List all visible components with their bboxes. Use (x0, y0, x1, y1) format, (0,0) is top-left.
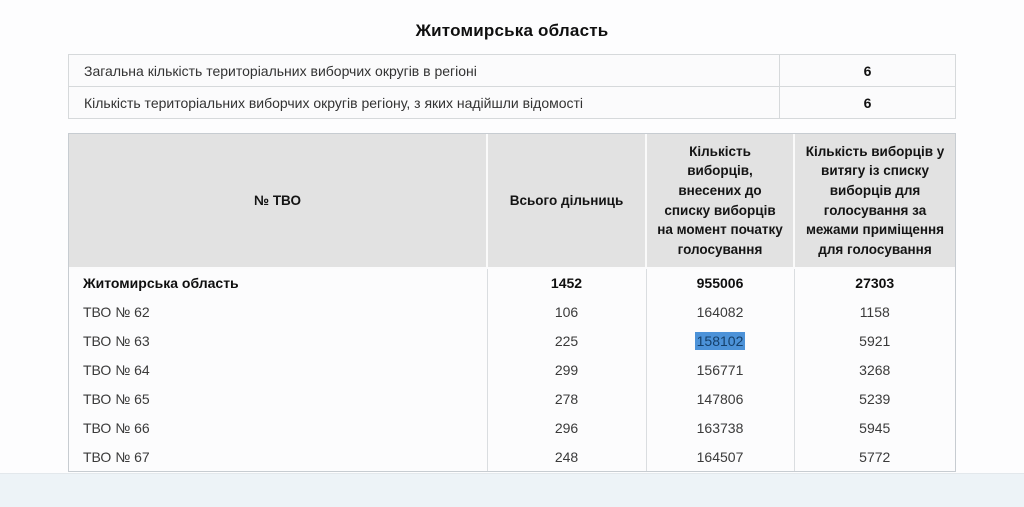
summary-row (69, 87, 956, 119)
cell-stations: 1452 (487, 268, 646, 297)
summary-row (69, 55, 956, 87)
table-row (69, 297, 955, 326)
cell-absentee: 5945 (794, 413, 955, 442)
results-table-container (68, 133, 956, 472)
summary-label: Кількість територіальних виборчих округів регіону, з яких надійшли відомості (69, 87, 780, 119)
cell-voters: 164507 (646, 442, 794, 471)
cell-stations: 225 (487, 326, 646, 355)
cell-tvo: ТВО № 65 (83, 390, 150, 407)
table-row-region-total (69, 268, 955, 297)
cell-absentee: 5921 (794, 326, 955, 355)
summary-value: 6 (780, 55, 956, 87)
column-header-tvo: № ТВО (69, 134, 487, 268)
cell-voters: 156771 (646, 355, 794, 384)
cell-absentee: 3268 (794, 355, 955, 384)
table-row (69, 413, 955, 442)
cell-tvo: ТВО № 62 (83, 303, 150, 320)
cell-absentee: 5772 (794, 442, 955, 471)
cell-tvo: Житомирська область (83, 275, 239, 291)
summary-label: Загальна кількість територіальних виборчих округів в регіоні (69, 55, 780, 87)
cell-tvo: ТВО № 63 (83, 332, 150, 349)
table-row (69, 326, 955, 355)
cell-voters: 955006 (646, 268, 794, 297)
cell-absentee: 27303 (794, 268, 955, 297)
cell-voters (646, 326, 794, 355)
cell-absentee: 1158 (794, 297, 955, 326)
summary-table (68, 54, 956, 119)
column-header-absentee: Кількість виборців у витягу із списку виборців для голосування за межами приміщення для голосування (794, 134, 955, 268)
summary-value: 6 (780, 87, 956, 119)
header-row (69, 134, 955, 268)
selected-text: 158102 (696, 332, 744, 349)
cell-stations: 299 (487, 355, 646, 384)
cell-stations: 106 (487, 297, 646, 326)
table-row (69, 355, 955, 384)
cell-stations: 296 (487, 413, 646, 442)
column-header-voters: Кількість виборців, внесених до списку виборців на момент початку голосування (646, 134, 794, 268)
results-table (69, 134, 955, 471)
column-header-stations: Всього дільниць (487, 134, 646, 268)
cell-tvo: ТВО № 67 (83, 448, 150, 465)
cell-stations: 278 (487, 384, 646, 413)
cell-voters: 163738 (646, 413, 794, 442)
cell-tvo: ТВО № 64 (83, 361, 150, 378)
cell-tvo: ТВО № 66 (83, 419, 150, 436)
cell-voters: 164082 (646, 297, 794, 326)
cell-absentee: 5239 (794, 384, 955, 413)
page-title: Житомирська область (415, 21, 609, 40)
cell-stations: 248 (487, 442, 646, 471)
table-row (69, 384, 955, 413)
cell-voters: 147806 (646, 384, 794, 413)
table-row (69, 442, 955, 471)
